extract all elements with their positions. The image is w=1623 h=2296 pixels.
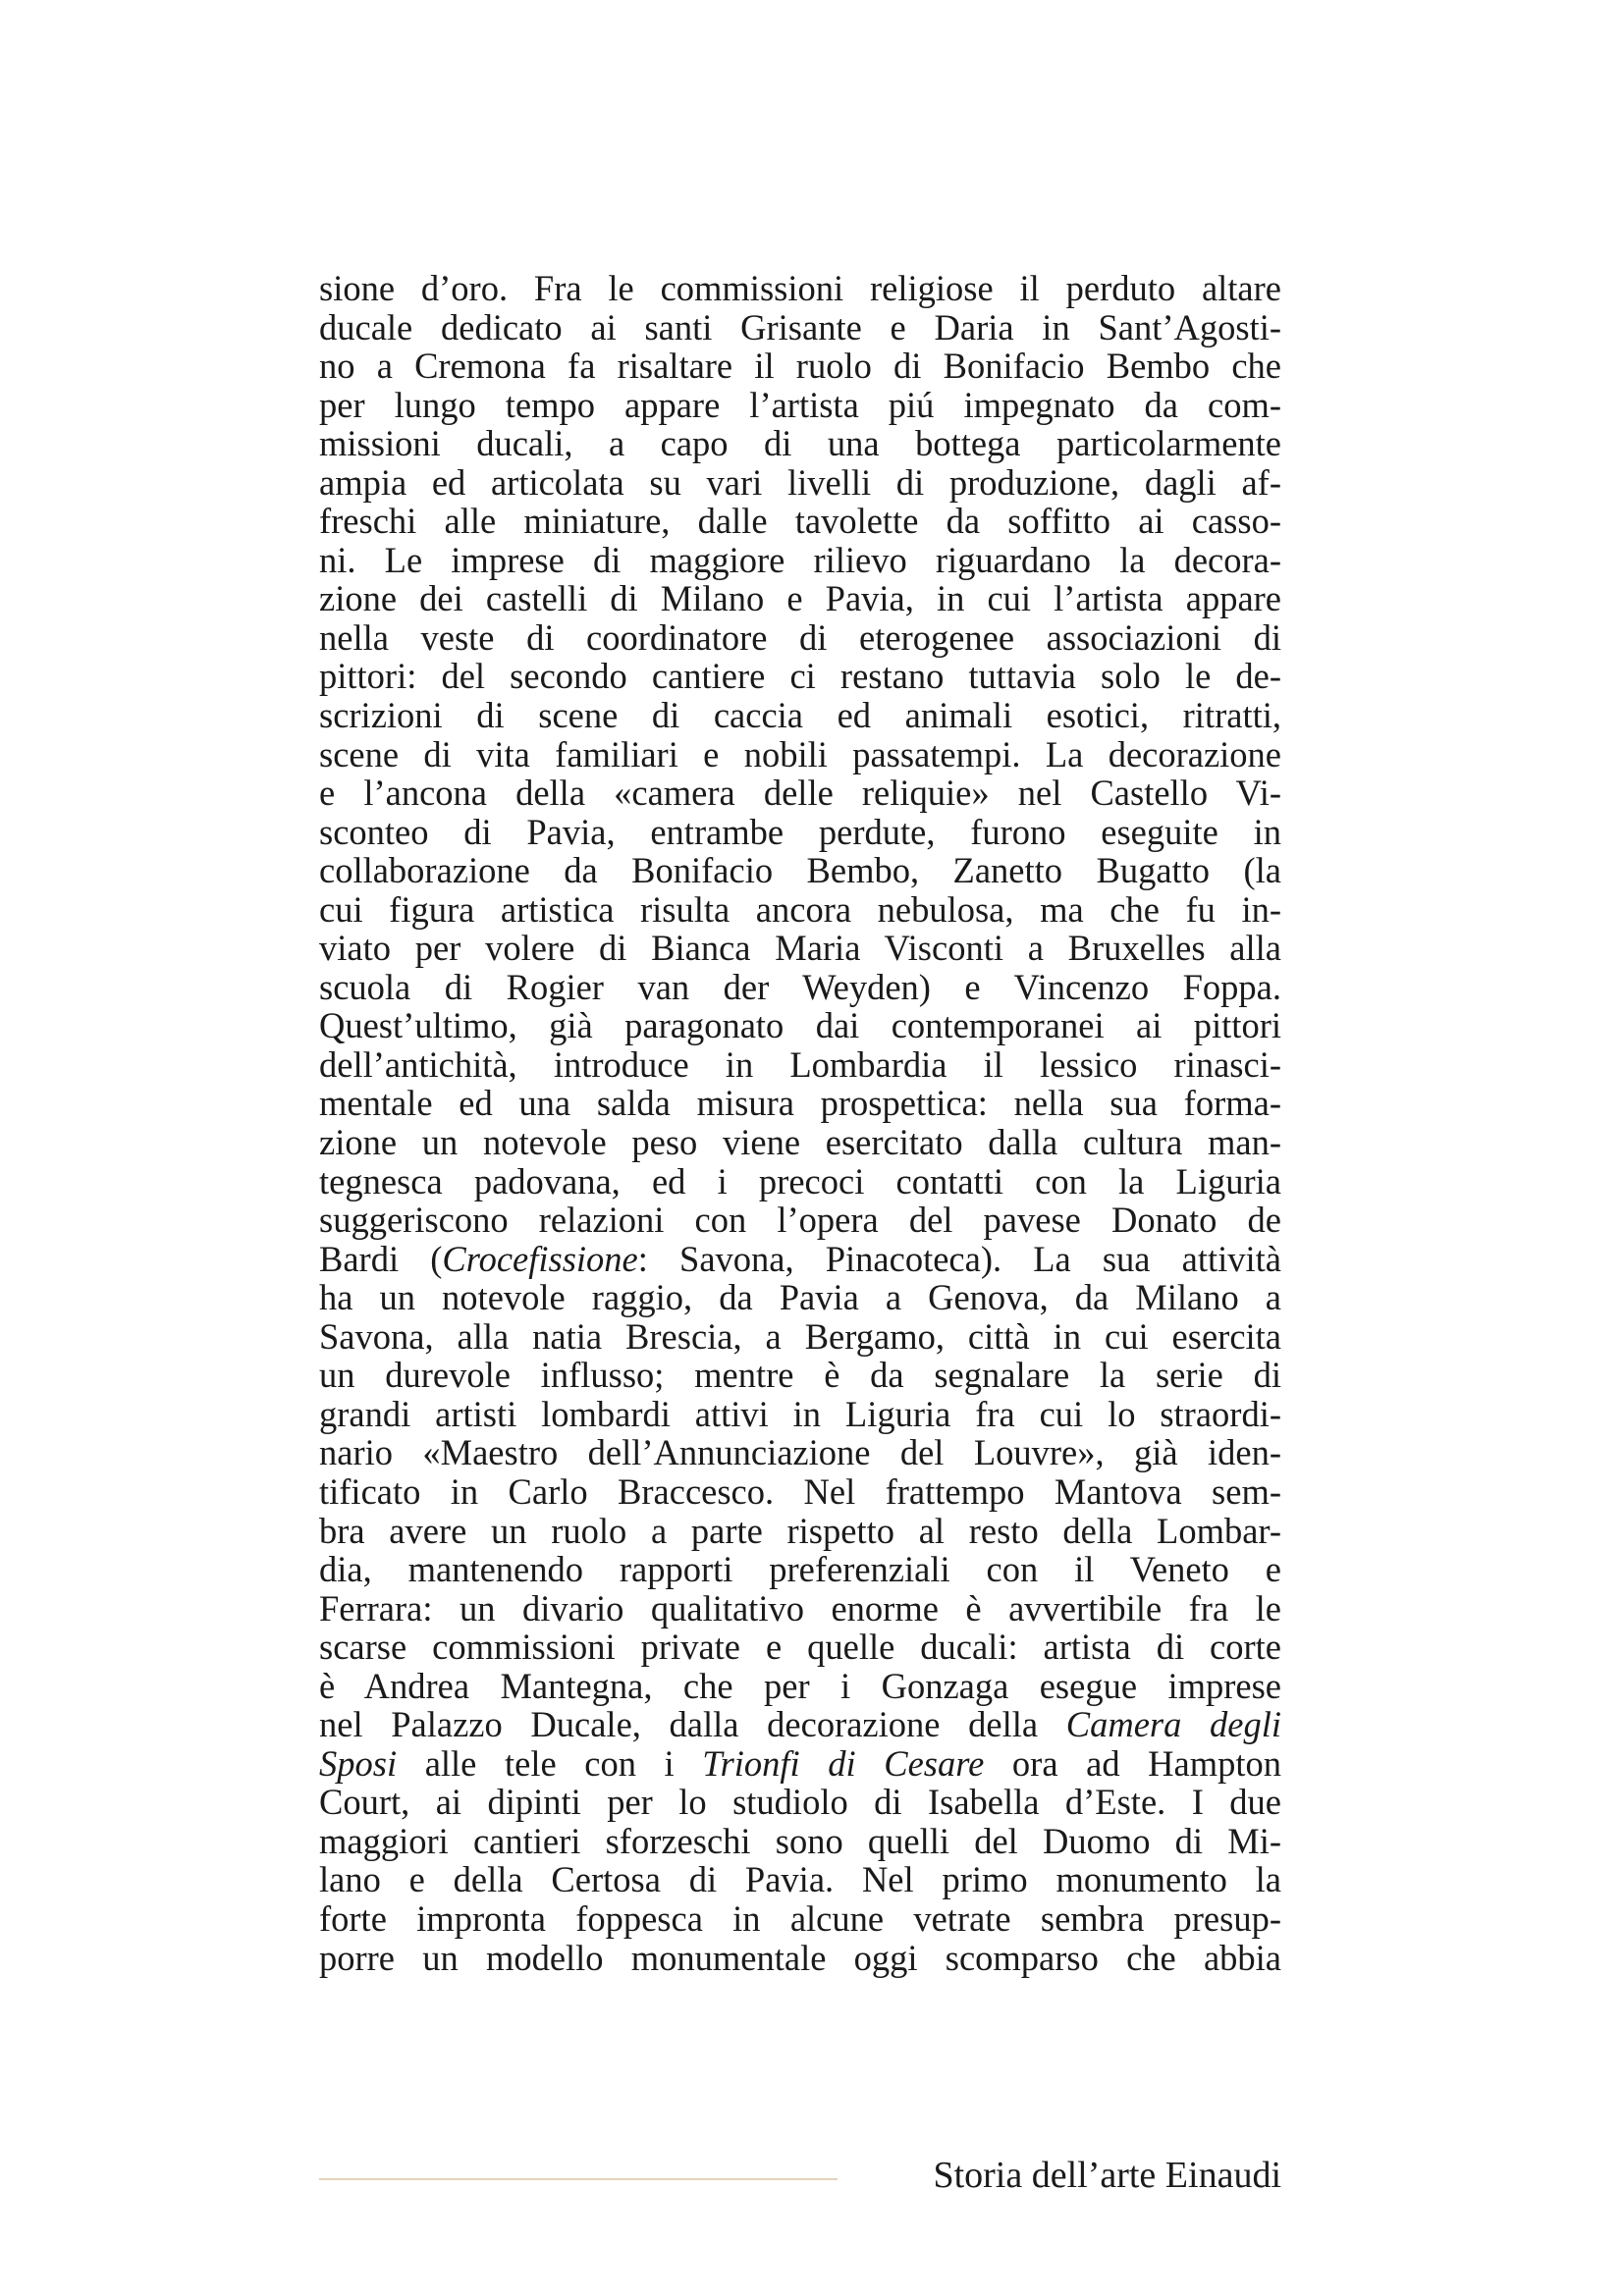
text-run: viato per volere di Bianca Maria Visconti a Bruxelles alla bbox=[319, 928, 1281, 969]
text-line bbox=[319, 1822, 1281, 1861]
text-run: grandi artisti lombardi attivi in Liguria fra cui lo straordi- bbox=[319, 1393, 1281, 1434]
text-line bbox=[319, 1783, 1281, 1822]
text-run: mentale ed una salda misura prospettica: nella sua forma- bbox=[319, 1083, 1281, 1124]
text-run: alle tele con i bbox=[397, 1742, 703, 1784]
text-line bbox=[319, 774, 1281, 813]
text-run: è Andrea Mantegna, che per i Gonzaga esegue imprese bbox=[319, 1665, 1281, 1706]
text-line bbox=[319, 1278, 1281, 1317]
text-line bbox=[319, 579, 1281, 618]
text-run: per lungo tempo appare l’artista piú impegnato da com- bbox=[319, 384, 1281, 425]
text-run: nel Palazzo Ducale, dalla decorazione della bbox=[319, 1704, 1066, 1745]
text-run: un durevole influsso; mentre è da segnalare la serie di bbox=[319, 1355, 1281, 1396]
italic-title: Trionfi di Cesare bbox=[702, 1742, 985, 1784]
text-line bbox=[319, 890, 1281, 930]
text-line bbox=[319, 1512, 1281, 1551]
text-run: sione d’oro. Fra le commissioni religiose il perduto altare bbox=[319, 268, 1281, 308]
text-line bbox=[319, 1628, 1281, 1667]
text-run: ducale dedicato ai santi Grisante e Daria in Sant’Agosti- bbox=[319, 306, 1281, 347]
text-run: sconteo di Pavia, entrambe perdute, furono eseguite in bbox=[319, 811, 1281, 852]
text-run: Court, ai dipinti per lo studiolo di Isabella d’Este. I due bbox=[319, 1782, 1281, 1823]
text-line bbox=[319, 1667, 1281, 1706]
text-line bbox=[319, 1899, 1281, 1939]
text-run: zione dei castelli di Milano e Pavia, in cui l’artista appare bbox=[319, 578, 1281, 619]
text-run: e l’ancona della «camera delle reliquie» nel Castello Vi- bbox=[319, 773, 1281, 814]
text-line bbox=[319, 1240, 1281, 1279]
body-text bbox=[319, 269, 1281, 1977]
text-run: nella veste di coordinatore di eterogenee associazioni di bbox=[319, 616, 1281, 658]
text-line bbox=[319, 657, 1281, 696]
text-run: collaborazione da Bonifacio Bembo, Zanetto Bugatto (la bbox=[319, 850, 1281, 891]
text-run: Ferrara: un divario qualitativo enorme è avvertibile fra le bbox=[319, 1587, 1281, 1629]
text-run: zione un notevole peso viene esercitato dalla cultura man- bbox=[319, 1122, 1281, 1163]
text-run: ni. Le imprese di maggiore rilievo riguardano la decora- bbox=[319, 539, 1281, 580]
text-line bbox=[319, 1939, 1281, 1978]
text-line bbox=[319, 1045, 1281, 1085]
text-run: scene di vita familiari e nobili passatempi. La decorazione bbox=[319, 733, 1281, 774]
text-run: ampia ed articolata su vari livelli di produzione, dagli af- bbox=[319, 461, 1281, 503]
text-line bbox=[319, 735, 1281, 774]
text-line bbox=[319, 1201, 1281, 1240]
text-run: Bardi ( bbox=[319, 1238, 443, 1279]
text-run: suggeriscono relazioni con l’opera del pavese Donato de bbox=[319, 1200, 1281, 1241]
text-line bbox=[319, 851, 1281, 890]
text-line bbox=[319, 1395, 1281, 1434]
text-line bbox=[319, 502, 1281, 541]
text-run: : Savona, Pinacoteca). La sua attività bbox=[637, 1238, 1281, 1279]
footer-title: Storia dell’arte Einaudi bbox=[933, 2155, 1281, 2196]
text-run: ora ad Hampton bbox=[984, 1742, 1281, 1784]
text-run: freschi alle miniature, dalle tavolette da soffitto ai casso- bbox=[319, 501, 1281, 542]
text-line bbox=[319, 347, 1281, 386]
text-run: missioni ducali, a capo di una bottega particolarmente bbox=[319, 423, 1281, 464]
text-line bbox=[319, 1317, 1281, 1357]
text-line bbox=[319, 618, 1281, 658]
text-run: scrizioni di scene di caccia ed animali esotici, ritratti, bbox=[319, 695, 1281, 736]
text-line bbox=[319, 1433, 1281, 1472]
text-run: tificato in Carlo Braccesco. Nel frattempo Mantova sem- bbox=[319, 1470, 1281, 1512]
text-line bbox=[319, 1744, 1281, 1784]
text-line bbox=[319, 1589, 1281, 1629]
text-run: scarse commissioni private e quelle ducali: artista di corte bbox=[319, 1627, 1281, 1668]
text-line bbox=[319, 308, 1281, 347]
text-run: Quest’ultimo, già paragonato dai contemporanei ai pittori bbox=[319, 1005, 1281, 1046]
text-run: nario «Maestro dell’Annunciazione del Louvre», già iden- bbox=[319, 1432, 1281, 1473]
text-run: maggiori cantieri sforzeschi sono quelli del Duomo di Mi- bbox=[319, 1820, 1281, 1861]
text-line bbox=[319, 929, 1281, 968]
text-run: cui figura artistica risulta ancora nebulosa, ma che fu in- bbox=[319, 888, 1281, 930]
text-run: tegnesca padovana, ed i precoci contatti con la Liguria bbox=[319, 1160, 1281, 1201]
text-line bbox=[319, 269, 1281, 308]
text-line bbox=[319, 1084, 1281, 1123]
text-line bbox=[319, 1860, 1281, 1899]
text-line bbox=[319, 1162, 1281, 1201]
text-line bbox=[319, 1356, 1281, 1395]
text-run: lano e della Certosa di Pavia. Nel primo monumento la bbox=[319, 1859, 1281, 1900]
text-line bbox=[319, 1705, 1281, 1744]
text-line bbox=[319, 463, 1281, 503]
text-run: porre un modello monumentale oggi scomparso che abbia bbox=[319, 1937, 1281, 1978]
text-line bbox=[319, 813, 1281, 852]
italic-title: Crocefissione bbox=[442, 1238, 638, 1279]
text-run: dia, mantenendo rapporti preferenziali con il Veneto e bbox=[319, 1549, 1281, 1590]
text-line bbox=[319, 424, 1281, 463]
text-run: no a Cremona fa risaltare il ruolo di Bonifacio Bembo che bbox=[319, 346, 1281, 387]
italic-title: Camera degli bbox=[1065, 1704, 1281, 1745]
text-line bbox=[319, 386, 1281, 425]
text-line bbox=[319, 1550, 1281, 1589]
text-run: dell’antichità, introduce in Lombardia il lessico rinasci- bbox=[319, 1043, 1281, 1085]
text-line bbox=[319, 541, 1281, 580]
text-line bbox=[319, 1006, 1281, 1045]
text-run: forte impronta foppesca in alcune vetrate sembra presup- bbox=[319, 1897, 1281, 1939]
italic-title: Sposi bbox=[319, 1742, 398, 1784]
text-line bbox=[319, 968, 1281, 1007]
footer-rule bbox=[319, 2178, 838, 2180]
text-run: pittori: del secondo cantiere ci restano tuttavia solo le de- bbox=[319, 656, 1281, 697]
text-line bbox=[319, 696, 1281, 735]
text-run: Savona, alla natia Brescia, a Bergamo, città in cui esercita bbox=[319, 1315, 1281, 1357]
text-line bbox=[319, 1472, 1281, 1512]
text-run: ha un notevole raggio, da Pavia a Genova, da Milano a bbox=[319, 1277, 1281, 1318]
text-run: scuola di Rogier van der Weyden) e Vincenzo Foppa. bbox=[319, 966, 1281, 1007]
text-line bbox=[319, 1123, 1281, 1162]
text-run: bra avere un ruolo a parte rispetto al resto della Lombar- bbox=[319, 1510, 1281, 1551]
